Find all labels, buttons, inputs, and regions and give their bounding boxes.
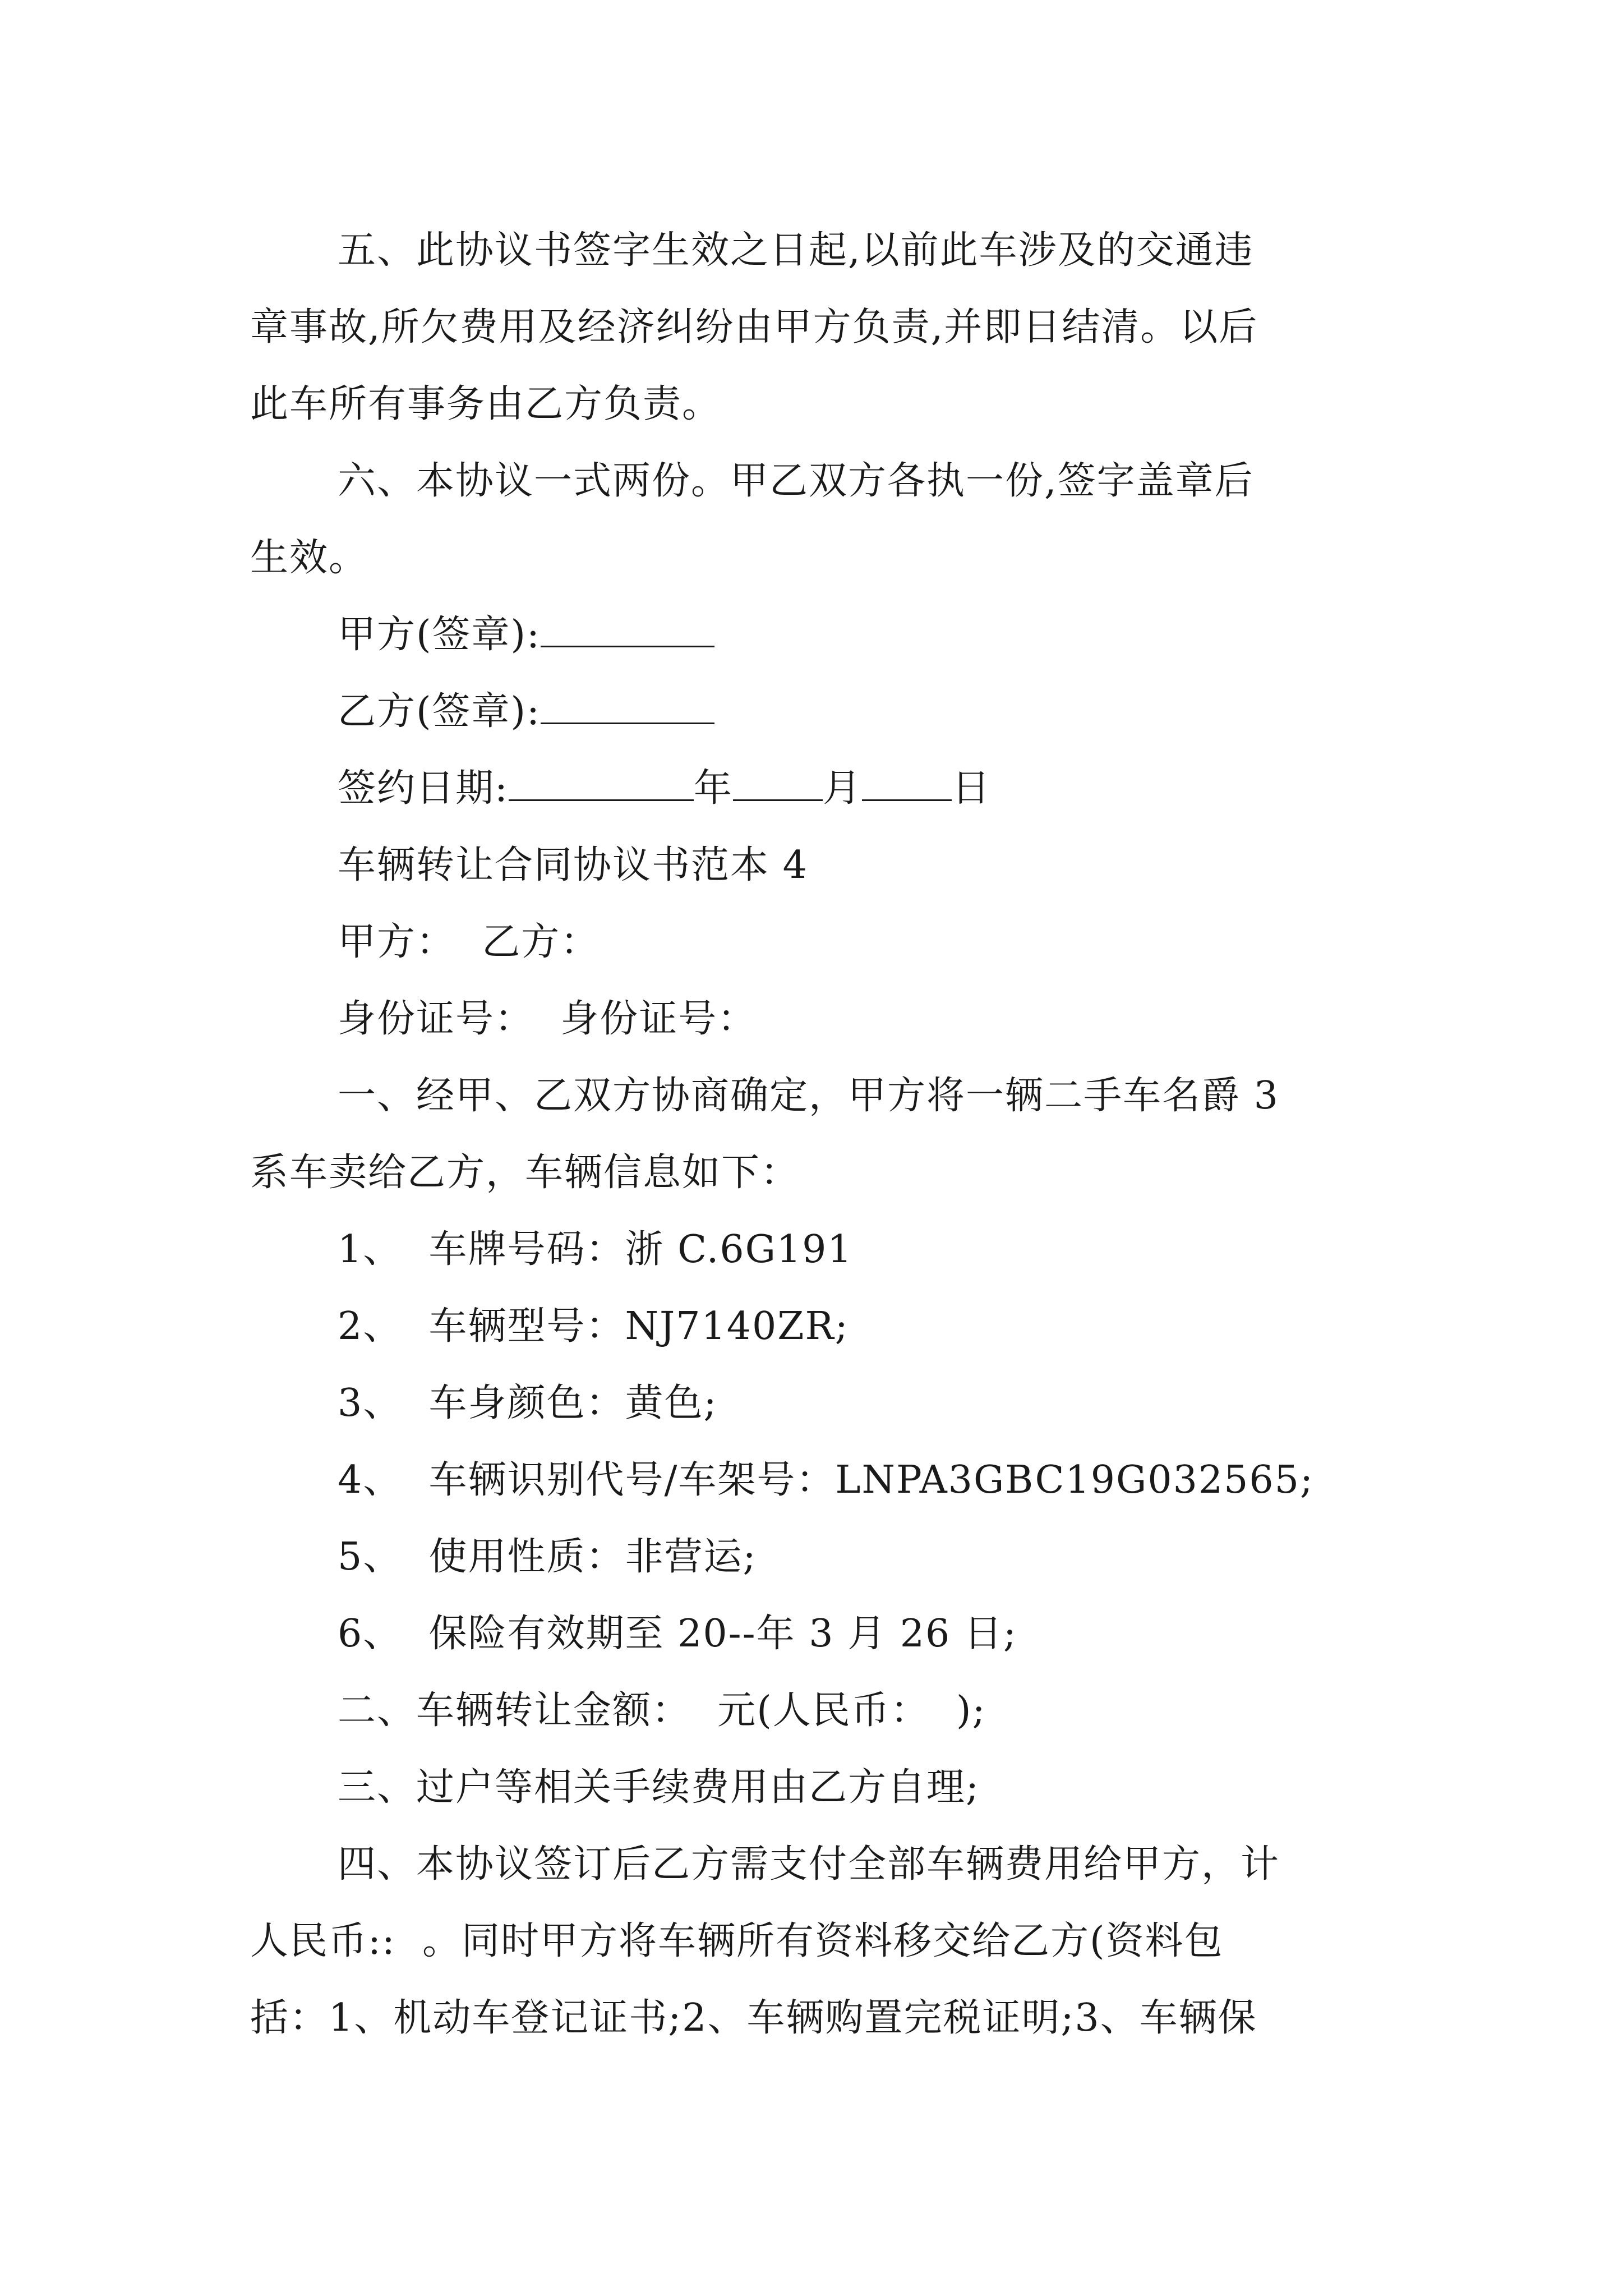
day-label: 日 — [951, 766, 991, 811]
clause-line: 四、本协议签订后乙方需支付全部车辆费用给甲方，计 — [338, 1842, 1280, 1887]
vehicle-info-item: 1、 车牌号码：浙 C.6G191 — [338, 1227, 853, 1272]
clause-line: 二、车辆转让金额： 元(人民币： ); — [338, 1688, 986, 1733]
paragraph-line: 此车所有事务由乙方负责。 — [250, 382, 722, 426]
vehicle-info-item: 6、 保险有效期至 20--年 3 月 26 日; — [338, 1612, 1017, 1656]
document-body — [250, 212, 1389, 2056]
clause-line: 一、经甲、乙双方协商确定，甲方将一辆二手车名爵 3 — [338, 1074, 1279, 1118]
vehicle-info-item: 2、 车辆型号：NJ7140ZR; — [338, 1304, 849, 1349]
party-b-signature — [250, 673, 1389, 750]
party-b-blank — [541, 682, 714, 724]
parties-line: 甲方： 乙方： — [338, 920, 600, 964]
clause-line: 三、过户等相关手续费用由乙方自理; — [338, 1765, 980, 1810]
year-blank — [509, 759, 694, 801]
vehicle-info-item: 4、 车辆识别代号/车架号：LNPA3GBC19G032565; — [338, 1458, 1314, 1502]
signing-date — [250, 750, 1389, 827]
party-a-signature — [250, 596, 1389, 673]
vehicle-info-item: 5、 使用性质：非营运; — [338, 1535, 757, 1579]
id-number-line: 身份证号： 身份证号： — [338, 997, 757, 1041]
vehicle-info-item: 3、 车身颜色：黄色; — [338, 1381, 718, 1425]
section-title: 车辆转让合同协议书范本 4 — [338, 843, 808, 887]
clause-line: 括：1、机动车登记证书;2、车辆购置完税证明;3、车辆保 — [250, 1996, 1257, 2040]
paragraph-line: 章事故,所欠费用及经济纠纷由甲方负责,并即日结清。以后 — [250, 305, 1258, 349]
party-b-label: 乙方(签章): — [338, 689, 541, 734]
month-blank — [733, 759, 823, 801]
party-a-label: 甲方(签章): — [338, 613, 541, 657]
paragraph-line: 六、本协议一式两份。甲乙双方各执一份,签字盖章后 — [338, 459, 1254, 503]
year-label: 年 — [693, 766, 733, 811]
clause-line: 人民币:: 。同时甲方将车辆所有资料移交给乙方(资料包 — [250, 1919, 1224, 1963]
paragraph-line: 五、此协议书签字生效之日起,以前此车涉及的交通违 — [338, 228, 1254, 273]
month-label: 月 — [822, 766, 862, 811]
party-a-blank — [541, 605, 714, 647]
clause-line: 系车卖给乙方，车辆信息如下： — [250, 1151, 800, 1195]
day-blank — [862, 759, 952, 801]
date-label: 签约日期: — [338, 766, 509, 811]
paragraph-line: 生效。 — [250, 536, 368, 580]
